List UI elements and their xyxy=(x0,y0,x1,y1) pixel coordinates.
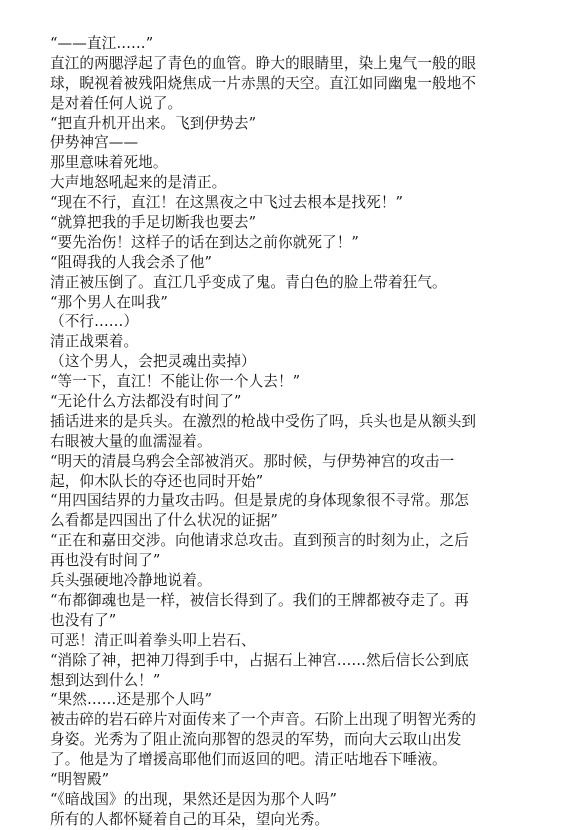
text-line: “用四国结界的力量攻击吗。但是景虎的身体现象很不寻常。那怎 xyxy=(50,492,469,510)
text-line: “布都御魂也是一样，被信长得到了。我们的王牌都被夺走了。再 xyxy=(50,591,469,609)
text-line: “那个男人在叫我” xyxy=(50,293,168,311)
text-line: “正在和嘉田交涉。向他请求总攻击。直到预言的时刻为止，之后 xyxy=(50,532,469,550)
text-line: “要先治伤！这样子的话在到达之前你就死了！” xyxy=(50,233,359,251)
text-line: 清正战栗着。 xyxy=(50,333,139,351)
text-line: 么看都是四国出了什么状况的证据” xyxy=(50,512,278,530)
text-line: 大声地怒吼起来的是清正。 xyxy=(50,174,227,192)
text-line: 那里意味着死地。 xyxy=(50,154,168,172)
document-body xyxy=(50,34,550,830)
text-line: 再也没有时间了” xyxy=(50,552,161,570)
text-line: 是对着任何人说了。 xyxy=(50,94,183,112)
text-line: 所有的人都怀疑着自己的耳朵，望向光秀。 xyxy=(50,810,330,828)
text-line: “阻碍我的人我会杀了他” xyxy=(50,253,213,271)
text-line: “——直江……” xyxy=(50,35,154,52)
text-line: “消除了神，把神刀得到手中，占据石上神宫……然后信长公到底 xyxy=(50,651,469,669)
text-line: “果然……还是那个人吗” xyxy=(50,691,213,709)
text-line: 想到达到什么！” xyxy=(50,671,161,689)
text-line: “明天的清晨乌鸦会全部被消灭。那时候，与伊势神宫的攻击一 xyxy=(50,452,455,470)
text-line: 兵头强硬地冷静地说着。 xyxy=(50,572,212,590)
text-line: “现在不行，直江！在这黑夜之中飞过去根本是找死！” xyxy=(50,194,404,212)
text-line: “明智殿” xyxy=(50,770,110,788)
text-line: 被击碎的岩石碎片对面传来了一个声音。石阶上出现了明智光秀的 xyxy=(50,711,477,729)
text-line: 也没有了” xyxy=(50,611,117,629)
text-line: 了。他是为了增援高耶他们而返回的吧。清正咕地吞下唾液。 xyxy=(50,751,447,769)
text-line: 右眼被大量的血濡湿着。 xyxy=(50,432,212,450)
text-line: 起，仰木队长的夺还也同时开始” xyxy=(50,472,264,490)
text-line: “无论什么方法都没有时间了” xyxy=(50,393,242,411)
text-line: 插话进来的是兵头。在激烈的枪战中受伤了吗，兵头也是从额头到 xyxy=(50,412,477,430)
text-line: “《暗战国》的出现，果然还是因为那个人吗” xyxy=(50,790,338,808)
text-line: “把直升机开出来。飞到伊势去” xyxy=(50,114,257,132)
text-line: 伊势神宫—— xyxy=(50,134,139,152)
text-line: 可恶！清正叫着拳头叩上岩石、 xyxy=(50,631,256,649)
text-line: “等一下，直江！不能让你一个人去！” xyxy=(50,373,301,391)
text-line: 直江的两腮浮起了青色的血管。睁大的眼睛里，染上鬼气一般的眼 xyxy=(50,54,477,72)
text-line: （这个男人，会把灵魂出卖掉） xyxy=(50,353,256,371)
text-line: 身姿。光秀为了阻止流向那智的怨灵的军势，而向大云取山出发 xyxy=(50,731,462,749)
text-line: 球，睨视着被残阳烧焦成一片赤黑的天空。直江如同幽鬼一般地不 xyxy=(50,74,477,92)
text-line: “就算把我的手足切断我也要去” xyxy=(50,214,257,232)
text-line: 清正被压倒了。直江几乎变成了鬼。青白色的脸上带着狂气。 xyxy=(50,273,447,291)
text-line: （不行……） xyxy=(50,313,139,331)
